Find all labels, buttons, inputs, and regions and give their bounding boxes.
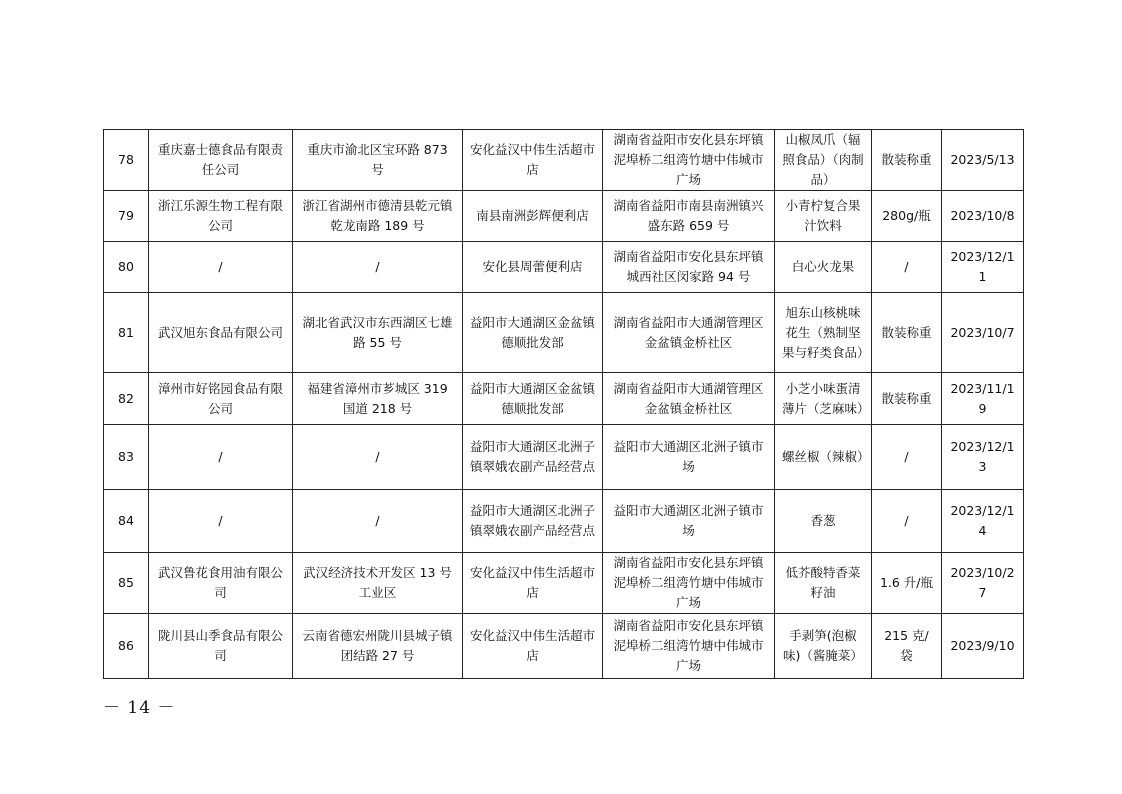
- specification: 1.6 升/瓶: [872, 553, 942, 614]
- table-row: [104, 425, 1024, 490]
- table-row: [104, 130, 1024, 191]
- production-date: 2023/11/19: [942, 373, 1024, 425]
- manufacturer-address: 武汉经济技术开发区 13 号工业区: [293, 553, 463, 614]
- row-number: 80: [104, 242, 149, 293]
- production-date: 2023/9/10: [942, 614, 1024, 679]
- manufacturer-address: 云南省德宏州陇川县城子镇团结路 27 号: [293, 614, 463, 679]
- product-name: 小青柠复合果汁饮料: [775, 191, 872, 242]
- manufacturer-address: /: [293, 242, 463, 293]
- seller-name: 安化益汉中伟生活超市店: [463, 130, 603, 191]
- product-name: 香葱: [775, 490, 872, 553]
- production-date: 2023/10/7: [942, 293, 1024, 373]
- row-number: 81: [104, 293, 149, 373]
- table-row: [104, 191, 1024, 242]
- seller-address: 湖南省益阳市大通湖管理区金盆镇金桥社区: [603, 293, 775, 373]
- seller-name: 益阳市大通湖区金盆镇德顺批发部: [463, 373, 603, 425]
- manufacturer-name: 重庆嘉士德食品有限责任公司: [149, 130, 293, 191]
- seller-address: 湖南省益阳市南县南洲镇兴盛东路 659 号: [603, 191, 775, 242]
- production-date: 2023/10/8: [942, 191, 1024, 242]
- manufacturer-name: /: [149, 425, 293, 490]
- page-number: － 14 －: [103, 698, 176, 718]
- seller-name: 安化益汉中伟生活超市店: [463, 614, 603, 679]
- manufacturer-address: 重庆市渝北区宝环路 873 号: [293, 130, 463, 191]
- table-row: [104, 490, 1024, 553]
- row-number: 78: [104, 130, 149, 191]
- specification: 散装称重: [872, 293, 942, 373]
- production-date: 2023/10/27: [942, 553, 1024, 614]
- manufacturer-address: 湖北省武汉市东西湖区七雄路 55 号: [293, 293, 463, 373]
- seller-name: 益阳市大通湖区金盆镇德顺批发部: [463, 293, 603, 373]
- product-name: 螺丝椒（辣椒）: [775, 425, 872, 490]
- production-date: 2023/12/14: [942, 490, 1024, 553]
- manufacturer-name: 陇川县山季食品有限公司: [149, 614, 293, 679]
- product-name: 低芥酸特香菜籽油: [775, 553, 872, 614]
- product-name: 白心火龙果: [775, 242, 872, 293]
- specification: 散装称重: [872, 130, 942, 191]
- product-name: 旭东山核桃味花生（熟制坚果与籽类食品）: [775, 293, 872, 373]
- seller-address: 益阳市大通湖区北洲子镇市场: [603, 425, 775, 490]
- manufacturer-address: /: [293, 490, 463, 553]
- row-number: 82: [104, 373, 149, 425]
- manufacturer-address: /: [293, 425, 463, 490]
- seller-address: 益阳市大通湖区北洲子镇市场: [603, 490, 775, 553]
- seller-address: 湖南省益阳市安化县东坪镇泥埠桥二组湾竹塘中伟城市广场: [603, 614, 775, 679]
- specification: /: [872, 242, 942, 293]
- row-number: 83: [104, 425, 149, 490]
- specification: 散装称重: [872, 373, 942, 425]
- manufacturer-name: 武汉鲁花食用油有限公司: [149, 553, 293, 614]
- row-number: 86: [104, 614, 149, 679]
- specification: 280g/瓶: [872, 191, 942, 242]
- row-number: 85: [104, 553, 149, 614]
- production-date: 2023/12/13: [942, 425, 1024, 490]
- seller-name: 益阳市大通湖区北洲子镇翠娥农副产品经营点: [463, 425, 603, 490]
- seller-address: 湖南省益阳市安化县东坪镇泥埠桥二组湾竹塘中伟城市广场: [603, 553, 775, 614]
- manufacturer-name: /: [149, 490, 293, 553]
- sampling-results-table: [103, 129, 1024, 679]
- table-row: [104, 242, 1024, 293]
- table-row: [104, 293, 1024, 373]
- row-number: 79: [104, 191, 149, 242]
- seller-address: 湖南省益阳市安化县东坪镇城西社区闵家路 94 号: [603, 242, 775, 293]
- table-row: [104, 553, 1024, 614]
- production-date: 2023/5/13: [942, 130, 1024, 191]
- manufacturer-name: /: [149, 242, 293, 293]
- seller-address: 湖南省益阳市大通湖管理区金盆镇金桥社区: [603, 373, 775, 425]
- specification: /: [872, 425, 942, 490]
- seller-name: 益阳市大通湖区北洲子镇翠娥农副产品经营点: [463, 490, 603, 553]
- seller-name: 南县南洲彭辉便利店: [463, 191, 603, 242]
- seller-address: 湖南省益阳市安化县东坪镇泥埠桥二组湾竹塘中伟城市广场: [603, 130, 775, 191]
- manufacturer-name: 漳州市好铭园食品有限公司: [149, 373, 293, 425]
- product-name: 小芝小味蛋清薄片（芝麻味）: [775, 373, 872, 425]
- seller-name: 安化益汉中伟生活超市店: [463, 553, 603, 614]
- table-row: [104, 373, 1024, 425]
- table-row: [104, 614, 1024, 679]
- product-name: 手剥笋(泡椒味)（酱腌菜）: [775, 614, 872, 679]
- production-date: 2023/12/11: [942, 242, 1024, 293]
- seller-name: 安化县周蕾便利店: [463, 242, 603, 293]
- manufacturer-address: 福建省漳州市芗城区 319 国道 218 号: [293, 373, 463, 425]
- specification: 215 克/袋: [872, 614, 942, 679]
- manufacturer-name: 浙江乐源生物工程有限公司: [149, 191, 293, 242]
- row-number: 84: [104, 490, 149, 553]
- specification: /: [872, 490, 942, 553]
- manufacturer-name: 武汉旭东食品有限公司: [149, 293, 293, 373]
- product-name: 山椒凤爪（辐照食品）（肉制品）: [775, 130, 872, 191]
- manufacturer-address: 浙江省湖州市德清县乾元镇乾龙南路 189 号: [293, 191, 463, 242]
